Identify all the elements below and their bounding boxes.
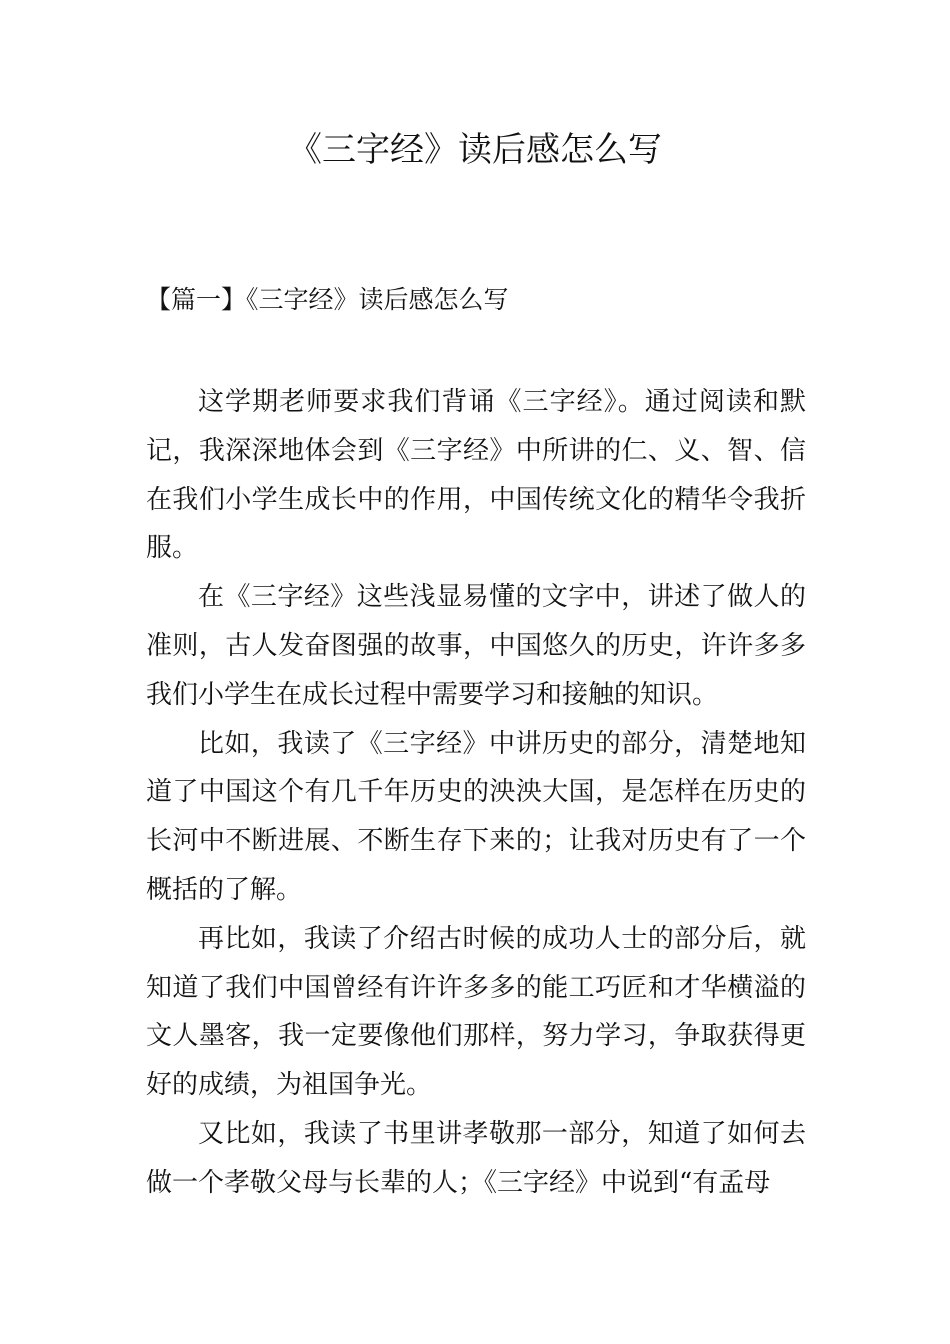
paragraph: 比如，我读了《三字经》中讲历史的部分，清楚地知道了中国这个有几千年历史的泱泱大国，是怎样在历史的长河中不断进展、不断生存下来的；让我对历史有了一个概括的了解。 xyxy=(146,728,806,905)
paragraph: 在《三字经》这些浅显易懂的文字中，讲述了做人的准则，古人发奋图强的故事，中国悠久的历史，许许多多我们小学生在成长过程中需要学习和接触的知识。 xyxy=(146,582,806,710)
paragraph: 再比如，我读了介绍古时候的成功人士的部分后，就知道了我们中国曾经有许许多多的能工巧匠和才华横溢的文人墨客，我一定要像他们那样，努力学习，争取获得更好的成绩，为祖国争光。 xyxy=(146,923,806,1101)
section-heading: 【篇一】《三字经》读后感怎么写 xyxy=(146,285,509,314)
document-title: 《三字经》读后感怎么写 xyxy=(288,130,662,170)
paragraph: 这学期老师要求我们背诵《三字经》。通过阅读和默记，我深深地体会到《三字经》中所讲的仁、义、智、信在我们小学生成长中的作用，中国传统文化的精华令我折服。 xyxy=(146,387,806,564)
paragraph: 又比如，我读了书里讲孝敬那一部分，知道了如何去做一个孝敬父母与长辈的人；《三字经》中说到“有孟母 xyxy=(146,1118,806,1198)
document-body xyxy=(146,378,806,1208)
